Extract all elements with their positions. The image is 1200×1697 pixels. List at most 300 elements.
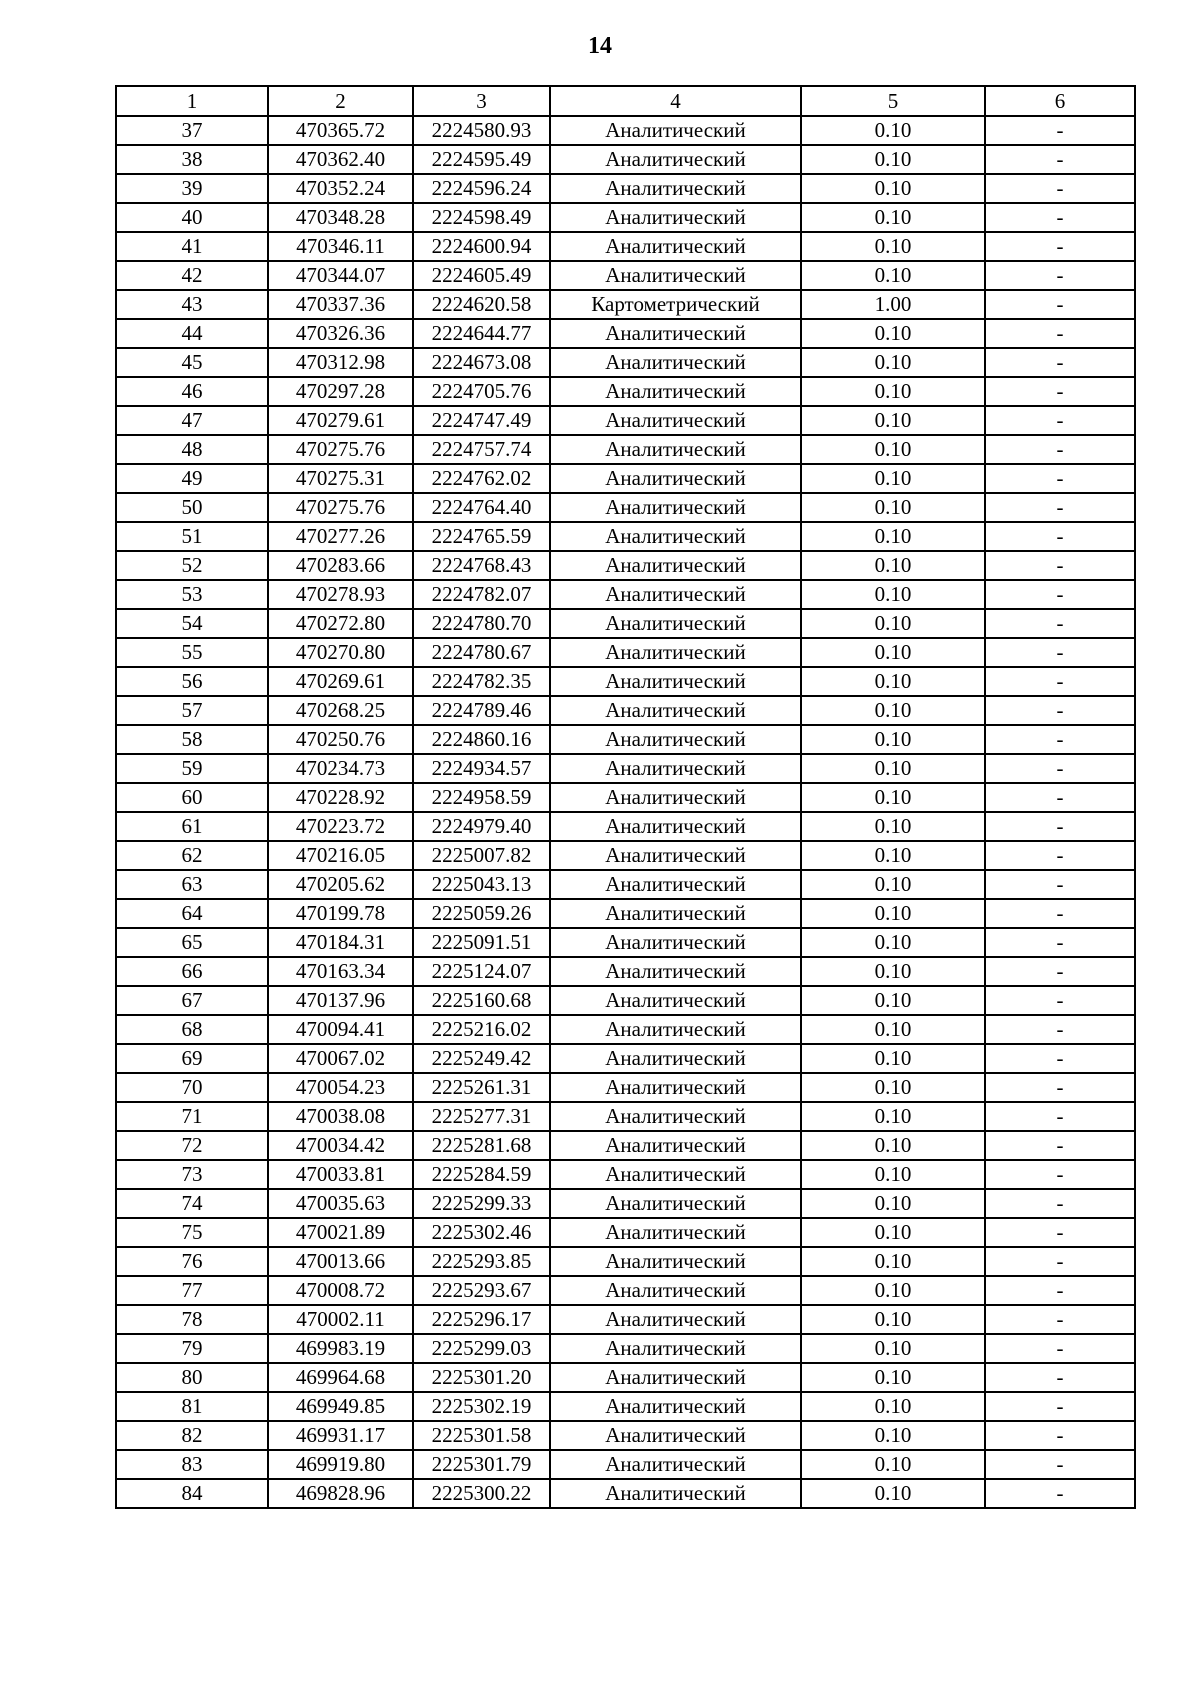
table-row	[116, 1392, 1135, 1421]
x-coordinate-cell: 470035.63	[268, 1189, 413, 1218]
y-coordinate-cell: 2224762.02	[413, 464, 550, 493]
point-number-cell: 72	[116, 1131, 268, 1160]
method-cell: Аналитический	[550, 841, 801, 870]
x-coordinate-cell: 470270.80	[268, 638, 413, 667]
x-coordinate-cell: 470346.11	[268, 232, 413, 261]
point-number-cell: 50	[116, 493, 268, 522]
notes-cell: -	[985, 464, 1135, 493]
method-cell: Аналитический	[550, 986, 801, 1015]
coordinates-table	[115, 85, 1136, 1509]
notes-cell: -	[985, 812, 1135, 841]
y-coordinate-cell: 2225293.67	[413, 1276, 550, 1305]
y-coordinate-cell: 2224705.76	[413, 377, 550, 406]
column-header: 5	[801, 86, 985, 116]
table-row	[116, 290, 1135, 319]
notes-cell: -	[985, 580, 1135, 609]
table-row	[116, 522, 1135, 551]
notes-cell: -	[985, 522, 1135, 551]
accuracy-cell: 0.10	[801, 1044, 985, 1073]
page-number: 14	[588, 33, 612, 59]
method-cell: Аналитический	[550, 1450, 801, 1479]
x-coordinate-cell: 470008.72	[268, 1276, 413, 1305]
y-coordinate-cell: 2225301.20	[413, 1363, 550, 1392]
method-cell: Аналитический	[550, 957, 801, 986]
y-coordinate-cell: 2224782.07	[413, 580, 550, 609]
point-number-cell: 60	[116, 783, 268, 812]
method-cell: Аналитический	[550, 406, 801, 435]
accuracy-cell: 0.10	[801, 957, 985, 986]
notes-cell: -	[985, 841, 1135, 870]
table-row	[116, 725, 1135, 754]
notes-cell: -	[985, 783, 1135, 812]
table-row	[116, 1160, 1135, 1189]
y-coordinate-cell: 2225277.31	[413, 1102, 550, 1131]
x-coordinate-cell: 470228.92	[268, 783, 413, 812]
accuracy-cell: 0.10	[801, 377, 985, 406]
x-coordinate-cell: 470277.26	[268, 522, 413, 551]
method-cell: Аналитический	[550, 783, 801, 812]
table-row	[116, 348, 1135, 377]
notes-cell: -	[985, 1305, 1135, 1334]
y-coordinate-cell: 2225284.59	[413, 1160, 550, 1189]
y-coordinate-cell: 2224765.59	[413, 522, 550, 551]
y-coordinate-cell: 2225299.33	[413, 1189, 550, 1218]
accuracy-cell: 0.10	[801, 1247, 985, 1276]
notes-cell: -	[985, 319, 1135, 348]
accuracy-cell: 0.10	[801, 1305, 985, 1334]
point-number-cell: 40	[116, 203, 268, 232]
y-coordinate-cell: 2225301.79	[413, 1450, 550, 1479]
accuracy-cell: 0.10	[801, 522, 985, 551]
notes-cell: -	[985, 986, 1135, 1015]
column-header: 3	[413, 86, 550, 116]
table-header-row	[116, 86, 1135, 116]
notes-cell: -	[985, 1479, 1135, 1508]
x-coordinate-cell: 470326.36	[268, 319, 413, 348]
table-row	[116, 116, 1135, 145]
accuracy-cell: 1.00	[801, 290, 985, 319]
table-row	[116, 957, 1135, 986]
accuracy-cell: 0.10	[801, 1160, 985, 1189]
accuracy-cell: 0.10	[801, 1073, 985, 1102]
notes-cell: -	[985, 1392, 1135, 1421]
method-cell: Аналитический	[550, 522, 801, 551]
x-coordinate-cell: 470275.76	[268, 493, 413, 522]
table-row	[116, 1073, 1135, 1102]
accuracy-cell: 0.10	[801, 899, 985, 928]
notes-cell: -	[985, 1247, 1135, 1276]
column-header: 6	[985, 86, 1135, 116]
notes-cell: -	[985, 435, 1135, 464]
point-number-cell: 65	[116, 928, 268, 957]
table-row	[116, 1450, 1135, 1479]
notes-cell: -	[985, 870, 1135, 899]
method-cell: Аналитический	[550, 899, 801, 928]
table-row	[116, 464, 1135, 493]
x-coordinate-cell: 470199.78	[268, 899, 413, 928]
table-row	[116, 1131, 1135, 1160]
table-row	[116, 754, 1135, 783]
point-number-cell: 57	[116, 696, 268, 725]
notes-cell: -	[985, 1160, 1135, 1189]
point-number-cell: 43	[116, 290, 268, 319]
accuracy-cell: 0.10	[801, 1363, 985, 1392]
notes-cell: -	[985, 290, 1135, 319]
point-number-cell: 61	[116, 812, 268, 841]
method-cell: Аналитический	[550, 1015, 801, 1044]
accuracy-cell: 0.10	[801, 1450, 985, 1479]
accuracy-cell: 0.10	[801, 1421, 985, 1450]
x-coordinate-cell: 470033.81	[268, 1160, 413, 1189]
table-row	[116, 783, 1135, 812]
table-row	[116, 1247, 1135, 1276]
y-coordinate-cell: 2225301.58	[413, 1421, 550, 1450]
accuracy-cell: 0.10	[801, 986, 985, 1015]
table-row	[116, 203, 1135, 232]
y-coordinate-cell: 2225281.68	[413, 1131, 550, 1160]
method-cell: Аналитический	[550, 667, 801, 696]
accuracy-cell: 0.10	[801, 1131, 985, 1160]
method-cell: Аналитический	[550, 1189, 801, 1218]
table-row	[116, 232, 1135, 261]
y-coordinate-cell: 2224595.49	[413, 145, 550, 174]
notes-cell: -	[985, 377, 1135, 406]
x-coordinate-cell: 470272.80	[268, 609, 413, 638]
accuracy-cell: 0.10	[801, 580, 985, 609]
notes-cell: -	[985, 1276, 1135, 1305]
x-coordinate-cell: 470234.73	[268, 754, 413, 783]
y-coordinate-cell: 2224764.40	[413, 493, 550, 522]
method-cell: Аналитический	[550, 377, 801, 406]
x-coordinate-cell: 470278.93	[268, 580, 413, 609]
accuracy-cell: 0.10	[801, 1015, 985, 1044]
method-cell: Аналитический	[550, 580, 801, 609]
accuracy-cell: 0.10	[801, 1189, 985, 1218]
accuracy-cell: 0.10	[801, 1218, 985, 1247]
point-number-cell: 41	[116, 232, 268, 261]
method-cell: Аналитический	[550, 1334, 801, 1363]
point-number-cell: 71	[116, 1102, 268, 1131]
accuracy-cell: 0.10	[801, 145, 985, 174]
x-coordinate-cell: 470283.66	[268, 551, 413, 580]
x-coordinate-cell: 470275.31	[268, 464, 413, 493]
y-coordinate-cell: 2224580.93	[413, 116, 550, 145]
notes-cell: -	[985, 754, 1135, 783]
point-number-cell: 69	[116, 1044, 268, 1073]
accuracy-cell: 0.10	[801, 319, 985, 348]
accuracy-cell: 0.10	[801, 783, 985, 812]
table-row	[116, 435, 1135, 464]
table-row	[116, 638, 1135, 667]
y-coordinate-cell: 2225124.07	[413, 957, 550, 986]
x-coordinate-cell: 470034.42	[268, 1131, 413, 1160]
x-coordinate-cell: 469931.17	[268, 1421, 413, 1450]
notes-cell: -	[985, 145, 1135, 174]
table-row	[116, 261, 1135, 290]
notes-cell: -	[985, 696, 1135, 725]
y-coordinate-cell: 2225091.51	[413, 928, 550, 957]
x-coordinate-cell: 470250.76	[268, 725, 413, 754]
table-row	[116, 1305, 1135, 1334]
point-number-cell: 67	[116, 986, 268, 1015]
notes-cell: -	[985, 1363, 1135, 1392]
method-cell: Аналитический	[550, 1160, 801, 1189]
x-coordinate-cell: 470268.25	[268, 696, 413, 725]
table-row	[116, 1044, 1135, 1073]
y-coordinate-cell: 2224860.16	[413, 725, 550, 754]
accuracy-cell: 0.10	[801, 696, 985, 725]
x-coordinate-cell: 470021.89	[268, 1218, 413, 1247]
notes-cell: -	[985, 232, 1135, 261]
x-coordinate-cell: 470216.05	[268, 841, 413, 870]
method-cell: Аналитический	[550, 1247, 801, 1276]
table-row	[116, 174, 1135, 203]
point-number-cell: 59	[116, 754, 268, 783]
accuracy-cell: 0.10	[801, 928, 985, 957]
method-cell: Аналитический	[550, 1102, 801, 1131]
accuracy-cell: 0.10	[801, 841, 985, 870]
y-coordinate-cell: 2224673.08	[413, 348, 550, 377]
accuracy-cell: 0.10	[801, 1276, 985, 1305]
accuracy-cell: 0.10	[801, 406, 985, 435]
x-coordinate-cell: 470002.11	[268, 1305, 413, 1334]
notes-cell: -	[985, 957, 1135, 986]
x-coordinate-cell: 470352.24	[268, 174, 413, 203]
method-cell: Аналитический	[550, 1421, 801, 1450]
accuracy-cell: 0.10	[801, 348, 985, 377]
y-coordinate-cell: 2224934.57	[413, 754, 550, 783]
table-row	[116, 1334, 1135, 1363]
notes-cell: -	[985, 1044, 1135, 1073]
accuracy-cell: 0.10	[801, 174, 985, 203]
accuracy-cell: 0.10	[801, 870, 985, 899]
point-number-cell: 80	[116, 1363, 268, 1392]
method-cell: Аналитический	[550, 464, 801, 493]
method-cell: Аналитический	[550, 551, 801, 580]
y-coordinate-cell: 2225216.02	[413, 1015, 550, 1044]
method-cell: Аналитический	[550, 1044, 801, 1073]
x-coordinate-cell: 470337.36	[268, 290, 413, 319]
point-number-cell: 75	[116, 1218, 268, 1247]
point-number-cell: 58	[116, 725, 268, 754]
point-number-cell: 56	[116, 667, 268, 696]
method-cell: Аналитический	[550, 1479, 801, 1508]
method-cell: Аналитический	[550, 232, 801, 261]
accuracy-cell: 0.10	[801, 261, 985, 290]
method-cell: Аналитический	[550, 116, 801, 145]
accuracy-cell: 0.10	[801, 435, 985, 464]
y-coordinate-cell: 2225293.85	[413, 1247, 550, 1276]
method-cell: Аналитический	[550, 435, 801, 464]
y-coordinate-cell: 2225007.82	[413, 841, 550, 870]
notes-cell: -	[985, 174, 1135, 203]
y-coordinate-cell: 2224757.74	[413, 435, 550, 464]
x-coordinate-cell: 470223.72	[268, 812, 413, 841]
method-cell: Аналитический	[550, 1363, 801, 1392]
y-coordinate-cell: 2225302.19	[413, 1392, 550, 1421]
accuracy-cell: 0.10	[801, 232, 985, 261]
y-coordinate-cell: 2225299.03	[413, 1334, 550, 1363]
x-coordinate-cell: 470137.96	[268, 986, 413, 1015]
column-header: 4	[550, 86, 801, 116]
accuracy-cell: 0.10	[801, 551, 985, 580]
method-cell: Аналитический	[550, 928, 801, 957]
point-number-cell: 52	[116, 551, 268, 580]
point-number-cell: 64	[116, 899, 268, 928]
notes-cell: -	[985, 493, 1135, 522]
accuracy-cell: 0.10	[801, 1392, 985, 1421]
table-row	[116, 1276, 1135, 1305]
table-row	[116, 609, 1135, 638]
x-coordinate-cell: 470054.23	[268, 1073, 413, 1102]
y-coordinate-cell: 2224768.43	[413, 551, 550, 580]
method-cell: Аналитический	[550, 812, 801, 841]
method-cell: Аналитический	[550, 493, 801, 522]
y-coordinate-cell: 2224605.49	[413, 261, 550, 290]
accuracy-cell: 0.10	[801, 754, 985, 783]
x-coordinate-cell: 469983.19	[268, 1334, 413, 1363]
table-row	[116, 377, 1135, 406]
point-number-cell: 53	[116, 580, 268, 609]
table-row	[116, 580, 1135, 609]
point-number-cell: 70	[116, 1073, 268, 1102]
y-coordinate-cell: 2224644.77	[413, 319, 550, 348]
notes-cell: -	[985, 348, 1135, 377]
point-number-cell: 84	[116, 1479, 268, 1508]
method-cell: Аналитический	[550, 870, 801, 899]
notes-cell: -	[985, 1102, 1135, 1131]
table-row	[116, 406, 1135, 435]
x-coordinate-cell: 470067.02	[268, 1044, 413, 1073]
table-row	[116, 986, 1135, 1015]
x-coordinate-cell: 470038.08	[268, 1102, 413, 1131]
accuracy-cell: 0.10	[801, 116, 985, 145]
method-cell: Аналитический	[550, 261, 801, 290]
y-coordinate-cell: 2224979.40	[413, 812, 550, 841]
table-row	[116, 667, 1135, 696]
point-number-cell: 73	[116, 1160, 268, 1189]
method-cell: Аналитический	[550, 1305, 801, 1334]
accuracy-cell: 0.10	[801, 1479, 985, 1508]
notes-cell: -	[985, 406, 1135, 435]
table-row	[116, 493, 1135, 522]
y-coordinate-cell: 2225261.31	[413, 1073, 550, 1102]
method-cell: Аналитический	[550, 1392, 801, 1421]
y-coordinate-cell: 2224598.49	[413, 203, 550, 232]
point-number-cell: 83	[116, 1450, 268, 1479]
x-coordinate-cell: 470163.34	[268, 957, 413, 986]
point-number-cell: 78	[116, 1305, 268, 1334]
table-row	[116, 319, 1135, 348]
method-cell: Аналитический	[550, 203, 801, 232]
point-number-cell: 68	[116, 1015, 268, 1044]
x-coordinate-cell: 470279.61	[268, 406, 413, 435]
accuracy-cell: 0.10	[801, 493, 985, 522]
y-coordinate-cell: 2225043.13	[413, 870, 550, 899]
x-coordinate-cell: 470275.76	[268, 435, 413, 464]
notes-cell: -	[985, 1218, 1135, 1247]
table-row	[116, 1218, 1135, 1247]
method-cell: Аналитический	[550, 1218, 801, 1247]
point-number-cell: 49	[116, 464, 268, 493]
table-row	[116, 1102, 1135, 1131]
x-coordinate-cell: 470344.07	[268, 261, 413, 290]
accuracy-cell: 0.10	[801, 1102, 985, 1131]
y-coordinate-cell: 2224747.49	[413, 406, 550, 435]
point-number-cell: 46	[116, 377, 268, 406]
y-coordinate-cell: 2225059.26	[413, 899, 550, 928]
y-coordinate-cell: 2225160.68	[413, 986, 550, 1015]
x-coordinate-cell: 470205.62	[268, 870, 413, 899]
x-coordinate-cell: 470348.28	[268, 203, 413, 232]
notes-cell: -	[985, 116, 1135, 145]
method-cell: Аналитический	[550, 1131, 801, 1160]
point-number-cell: 44	[116, 319, 268, 348]
x-coordinate-cell: 470365.72	[268, 116, 413, 145]
x-coordinate-cell: 470362.40	[268, 145, 413, 174]
y-coordinate-cell: 2224600.94	[413, 232, 550, 261]
point-number-cell: 62	[116, 841, 268, 870]
x-coordinate-cell: 470297.28	[268, 377, 413, 406]
x-coordinate-cell: 469828.96	[268, 1479, 413, 1508]
y-coordinate-cell: 2224780.67	[413, 638, 550, 667]
accuracy-cell: 0.10	[801, 203, 985, 232]
notes-cell: -	[985, 899, 1135, 928]
notes-cell: -	[985, 261, 1135, 290]
method-cell: Аналитический	[550, 1073, 801, 1102]
accuracy-cell: 0.10	[801, 725, 985, 754]
x-coordinate-cell: 470312.98	[268, 348, 413, 377]
point-number-cell: 38	[116, 145, 268, 174]
table-row	[116, 1189, 1135, 1218]
point-number-cell: 37	[116, 116, 268, 145]
notes-cell: -	[985, 203, 1135, 232]
method-cell: Аналитический	[550, 319, 801, 348]
notes-cell: -	[985, 725, 1135, 754]
point-number-cell: 39	[116, 174, 268, 203]
accuracy-cell: 0.10	[801, 1334, 985, 1363]
notes-cell: -	[985, 1131, 1135, 1160]
accuracy-cell: 0.10	[801, 464, 985, 493]
y-coordinate-cell: 2225296.17	[413, 1305, 550, 1334]
table-row	[116, 928, 1135, 957]
y-coordinate-cell: 2225300.22	[413, 1479, 550, 1508]
method-cell: Аналитический	[550, 754, 801, 783]
point-number-cell: 81	[116, 1392, 268, 1421]
table-row	[116, 870, 1135, 899]
point-number-cell: 74	[116, 1189, 268, 1218]
point-number-cell: 63	[116, 870, 268, 899]
y-coordinate-cell: 2224620.58	[413, 290, 550, 319]
table-row	[116, 812, 1135, 841]
table-row	[116, 841, 1135, 870]
y-coordinate-cell: 2225249.42	[413, 1044, 550, 1073]
method-cell: Аналитический	[550, 174, 801, 203]
x-coordinate-cell: 469949.85	[268, 1392, 413, 1421]
point-number-cell: 47	[116, 406, 268, 435]
point-number-cell: 66	[116, 957, 268, 986]
x-coordinate-cell: 470094.41	[268, 1015, 413, 1044]
method-cell: Аналитический	[550, 696, 801, 725]
notes-cell: -	[985, 1189, 1135, 1218]
x-coordinate-cell: 470013.66	[268, 1247, 413, 1276]
method-cell: Аналитический	[550, 145, 801, 174]
column-header: 2	[268, 86, 413, 116]
y-coordinate-cell: 2224780.70	[413, 609, 550, 638]
x-coordinate-cell: 469964.68	[268, 1363, 413, 1392]
y-coordinate-cell: 2224782.35	[413, 667, 550, 696]
table-row	[116, 1479, 1135, 1508]
